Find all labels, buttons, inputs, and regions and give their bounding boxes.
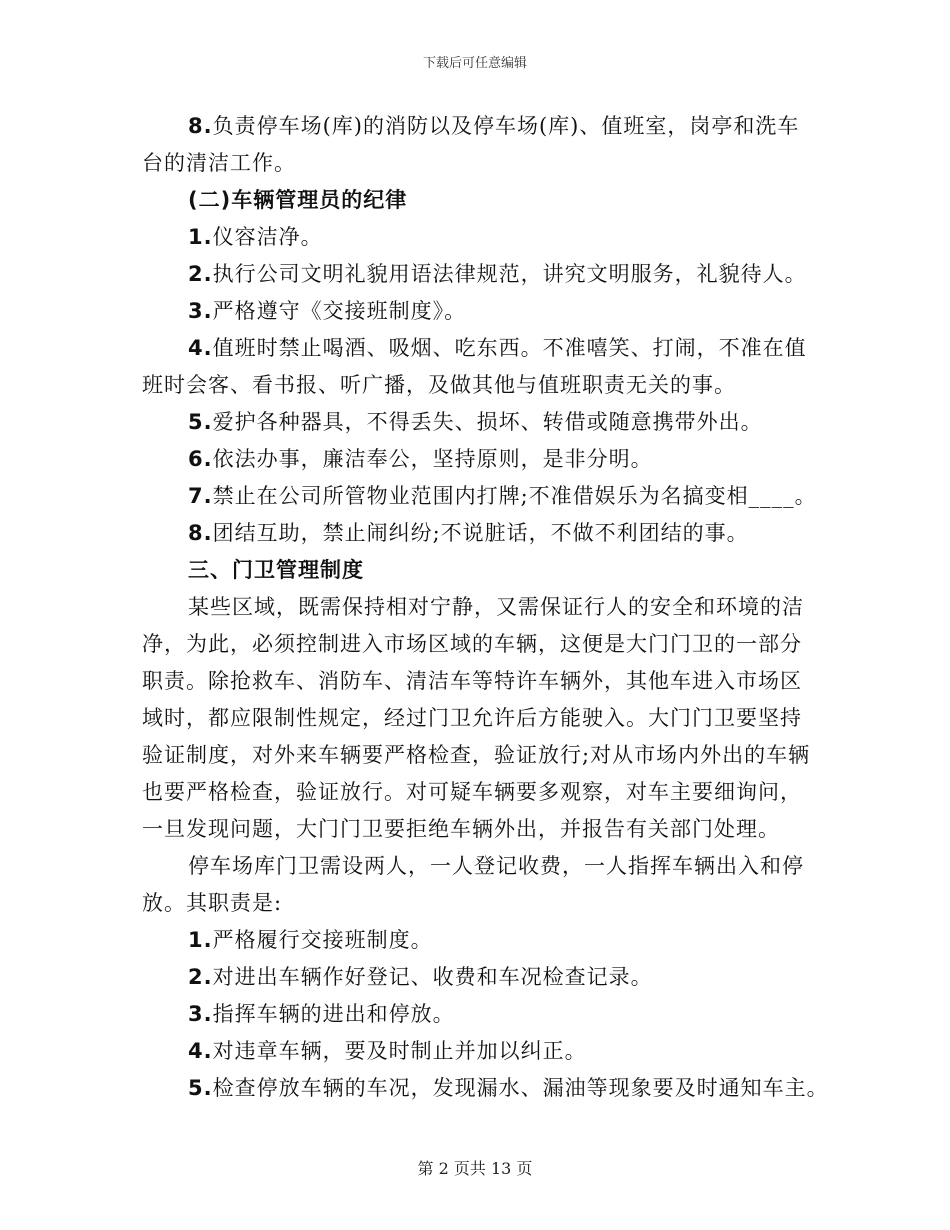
list-number: 4. bbox=[188, 336, 213, 360]
list-number: 1. bbox=[188, 225, 213, 249]
list-number: 4. bbox=[188, 1039, 213, 1063]
list-number: 5. bbox=[188, 1076, 213, 1100]
list-number: 1. bbox=[188, 928, 213, 952]
line-text: 也要严格检查，验证放行。对可疑车辆要多观察，对车主要细询问， bbox=[142, 780, 802, 804]
line-text: 严格履行交接班制度。 bbox=[212, 928, 433, 952]
line-text: 职责。除抢救车、消防车、清洁车等特许车辆外，其他车进入市场区 bbox=[142, 669, 802, 693]
paragraph-line bbox=[142, 367, 812, 404]
section-heading bbox=[142, 182, 812, 219]
paragraph-line bbox=[142, 219, 812, 256]
line-text: 放。其职责是: bbox=[142, 891, 283, 915]
paragraph-line bbox=[142, 1070, 829, 1107]
list-number: 5. bbox=[188, 410, 213, 434]
paragraph-line bbox=[142, 737, 812, 774]
line-text: 对违章车辆，要及时制止并加以纠正。 bbox=[212, 1039, 587, 1063]
document-body bbox=[142, 108, 829, 1107]
list-number: 7. bbox=[188, 484, 213, 508]
list-number: 6. bbox=[188, 447, 213, 471]
line-text: 台的清洁工作。 bbox=[142, 151, 296, 175]
line-text: 爱护各种器具，不得丢失、损坏、转借或随意携带外出。 bbox=[212, 410, 763, 434]
line-text: 严格遵守《交接班制度》。 bbox=[212, 299, 467, 323]
paragraph-line bbox=[142, 404, 812, 441]
page-footer: 第 2 页共 13 页 bbox=[417, 1159, 533, 1178]
section-heading bbox=[142, 552, 812, 589]
paragraph-line bbox=[142, 256, 812, 293]
paragraph-line bbox=[142, 774, 812, 811]
paragraph-line bbox=[142, 848, 812, 885]
paragraph-line bbox=[142, 441, 812, 478]
line-text: 班时会客、看书报、听广播，及做其他与值班职责无关的事。 bbox=[142, 373, 736, 397]
paragraph-line bbox=[142, 515, 812, 552]
paragraph-line bbox=[142, 663, 812, 700]
line-text: 域时，都应限制性规定，经过门卫允许后方能驶入。大门门卫要坚持 bbox=[142, 706, 802, 730]
line-text: 值班时禁止喝酒、吸烟、吃东西。不准嘻笑、打闹，不准在值 bbox=[212, 336, 807, 360]
list-number: 2. bbox=[188, 965, 213, 989]
line-text: 禁止在公司所管物业范围内打牌;不准借娱乐为名搞变相____。 bbox=[212, 484, 817, 508]
list-number: 8. bbox=[188, 521, 213, 545]
paragraph-line bbox=[142, 811, 812, 848]
paragraph-line bbox=[142, 478, 817, 515]
paragraph-line bbox=[142, 1033, 812, 1070]
paragraph-line bbox=[142, 293, 812, 330]
page-header: 下载后可任意编辑 bbox=[422, 56, 527, 71]
line-text: 执行公司文明礼貌用语法律规范，讲究文明服务，礼貌待人。 bbox=[212, 262, 807, 286]
list-number: 2. bbox=[188, 262, 213, 286]
line-text: 仪容洁净。 bbox=[212, 225, 323, 249]
list-number: 3. bbox=[188, 1002, 213, 1026]
paragraph-line bbox=[142, 145, 812, 182]
line-text: 一旦发现问题，大门门卫要拒绝车辆外出，并报告有关部门处理。 bbox=[142, 817, 780, 841]
line-text: 停车场库门卫需设两人，一人登记收费，一人指挥车辆出入和停 bbox=[188, 854, 804, 878]
line-text: 检查停放车辆的车况，发现漏水、漏油等现象要及时通知车主。 bbox=[212, 1076, 829, 1100]
line-text: 指挥车辆的进出和停放。 bbox=[212, 1002, 455, 1026]
paragraph-line bbox=[142, 626, 812, 663]
line-text: 负责停车场(库)的消防以及停车场(库)、值班室，岗亭和洗车 bbox=[212, 114, 800, 138]
paragraph-line bbox=[142, 589, 812, 626]
list-number: 8. bbox=[188, 114, 213, 138]
line-text: 三、门卫管理制度 bbox=[188, 558, 364, 582]
line-text: 依法办事，廉洁奉公，坚持原则，是非分明。 bbox=[212, 447, 653, 471]
line-text: 验证制度，对外来车辆要严格检查，验证放行;对从市场内外出的车辆 bbox=[142, 743, 811, 767]
list-number: 3. bbox=[188, 299, 213, 323]
line-text: 对进出车辆作好登记、收费和车况检查记录。 bbox=[212, 965, 653, 989]
paragraph-line bbox=[142, 885, 812, 922]
paragraph-line bbox=[142, 108, 812, 145]
line-text: 团结互助，禁止闹纠纷;不说脏话，不做不利团结的事。 bbox=[212, 521, 749, 545]
paragraph-line bbox=[142, 959, 812, 996]
line-text: (二)车辆管理员的纪律 bbox=[188, 188, 408, 212]
paragraph-line bbox=[142, 700, 812, 737]
line-text: 净，为此，必须控制进入市场区域的车辆，这便是大门门卫的一部分 bbox=[142, 632, 802, 656]
paragraph-line bbox=[142, 996, 812, 1033]
paragraph-line bbox=[142, 330, 812, 367]
paragraph-line bbox=[142, 922, 812, 959]
line-text: 某些区域，既需保持相对宁静，又需保证行人的安全和环境的洁 bbox=[188, 595, 804, 619]
